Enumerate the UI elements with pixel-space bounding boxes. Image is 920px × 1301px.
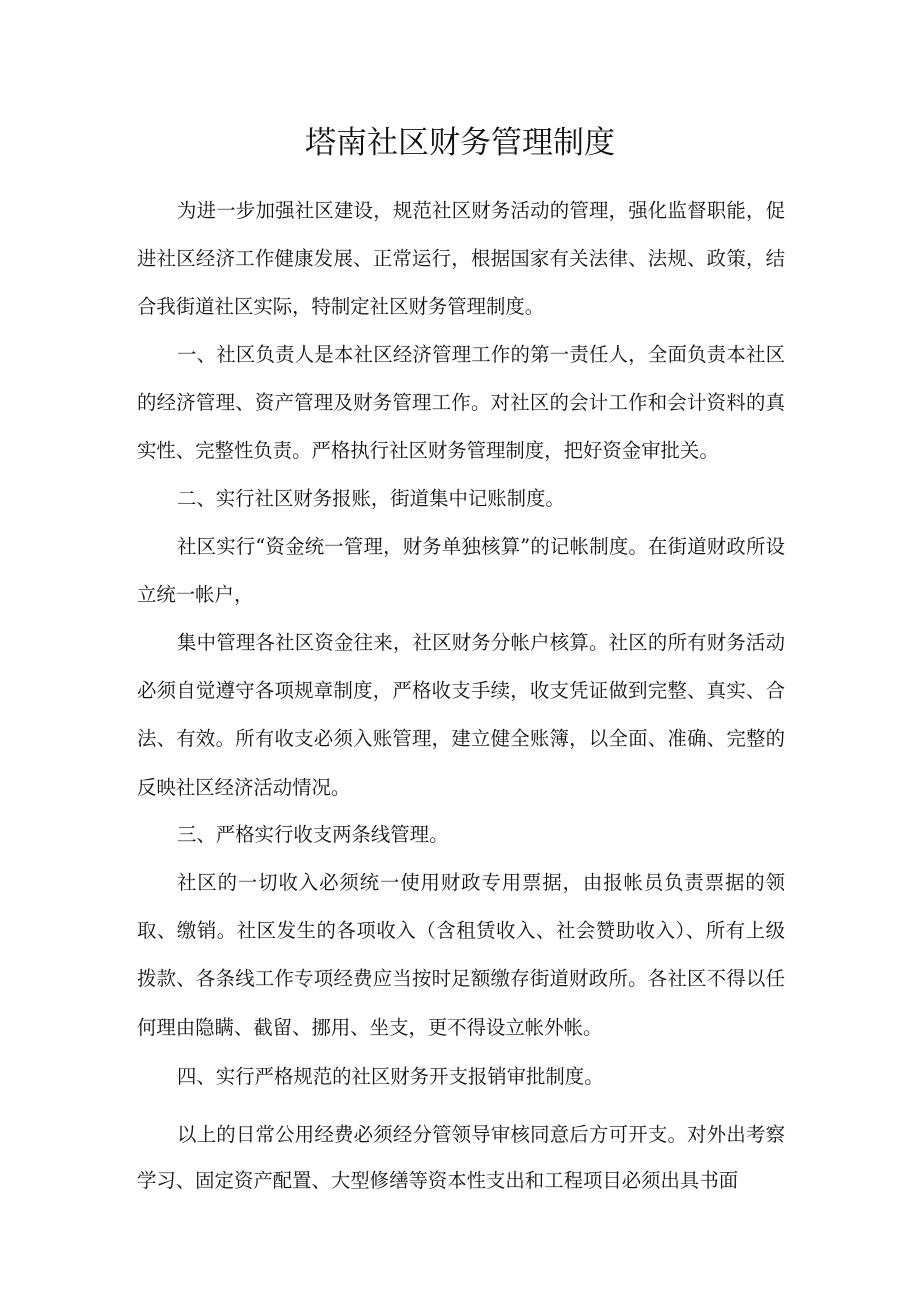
section-2-paragraph-1: 社区实行“资金统一管理，财务单独核算”的记帐制度。在街道财政所设立统一帐户，: [137, 535, 785, 607]
section-3-heading: 三、严格实行收支两条线管理。: [177, 823, 449, 846]
section-4-heading: 四、实行严格规范的社区财务开支报销审批制度。: [177, 1065, 604, 1088]
section-4-paragraph: 以上的日常公用经费必须经分管领导审核同意后方可开支。对外出考察学习、固定资产配置、大型修缮等资本性支出和工程项目必须出具书面: [137, 1123, 785, 1192]
section-1-paragraph: 一、社区负责人是本社区经济管理工作的第一责任人，全面负责本社区的经济管理、资产管理及财务管理工作。对社区的会计工作和会计资料的真实性、完整性负责。严格执行社区财务管理制度，把好资金审批关。: [137, 343, 785, 463]
section-2-paragraph-2: 集中管理各社区资金往来，社区财务分帐户核算。社区的所有财务活动必须自觉遵守各项规章制度，严格收支手续，收支凭证做到完整、真实、合法、有效。所有收支必须入账管理，建立健全账簿，以全面、准确、完整的反映社区经济活动情况。: [137, 631, 785, 799]
intro-paragraph: 为进一步加强社区建设，规范社区财务活动的管理，强化监督职能，促进社区经济工作健康发展、正常运行，根据国家有关法律、法规、政策，结合我街道社区实际，特制定社区财务管理制度。: [137, 199, 785, 319]
section-3-paragraph: 社区的一切收入必须统一使用财政专用票据，由报帐员负责票据的领取、缴销。社区发生的各项收入（含租赁收入、社会赞助收入）、所有上级拨款、各条线工作专项经费应当按时足额缴存街道财政所。各社区不得以任何理由隐瞒、截留、挪用、坐支，更不得设立帐外帐。: [137, 871, 785, 1039]
document-title: 塔南社区财务管理制度: [305, 125, 615, 161]
section-2-heading: 二、实行社区财务报账，街道集中记账制度。: [177, 487, 565, 510]
